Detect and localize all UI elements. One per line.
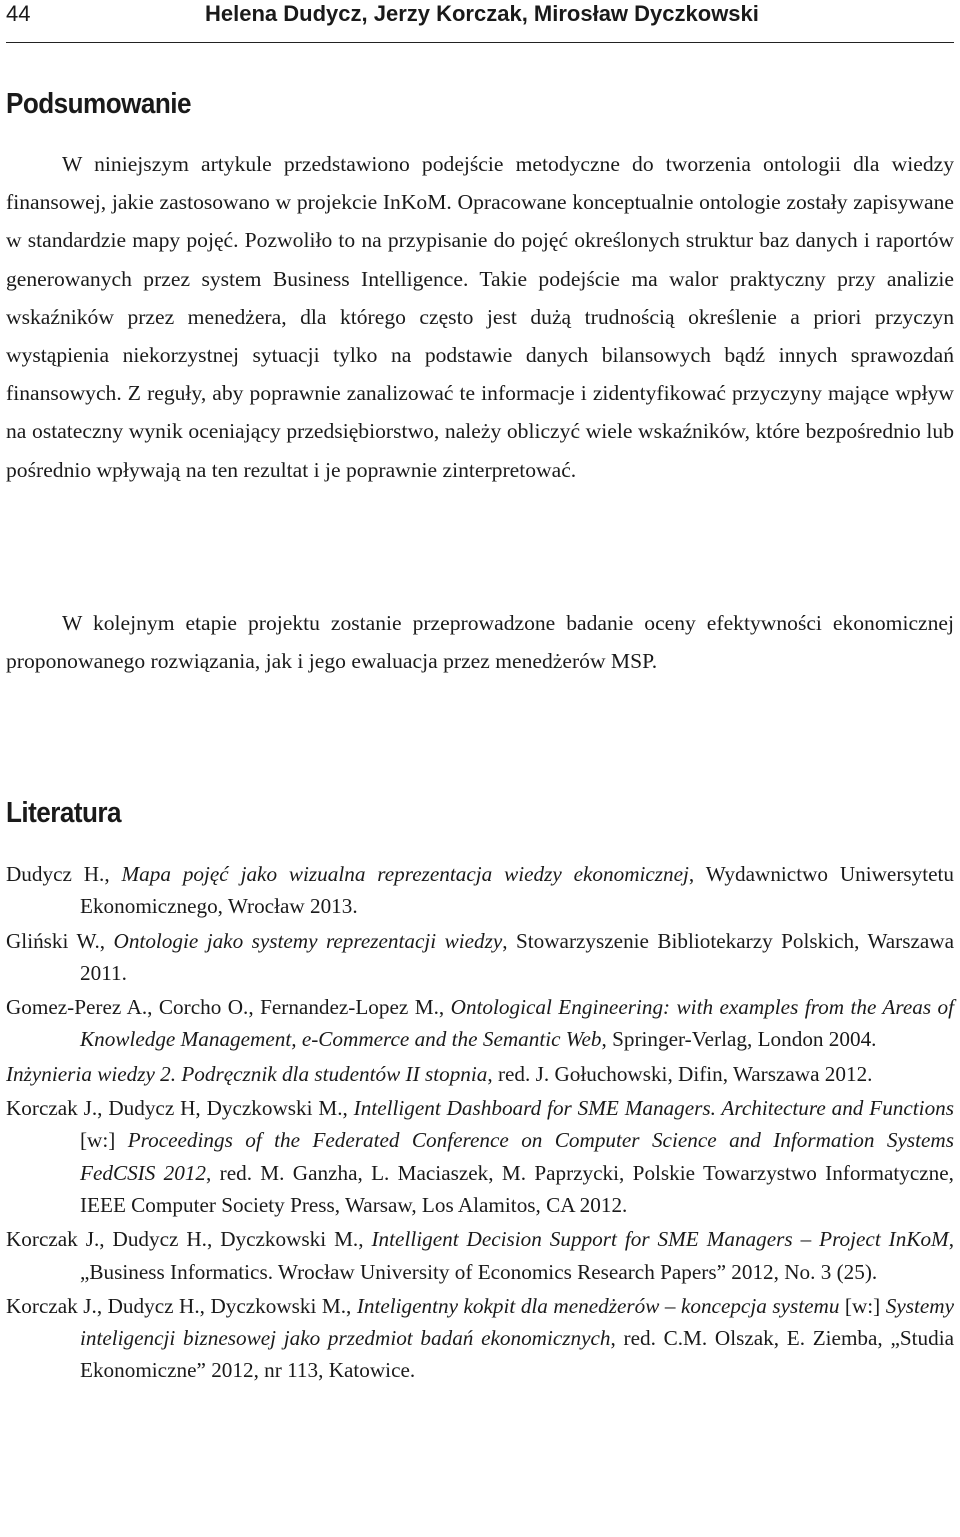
reference-item [6, 1058, 954, 1090]
reference-title: Intelligent Dashboard for SME Managers. Architecture and Functions [353, 1096, 955, 1121]
summary-paragraph: W kolejnym etapie projektu zostanie przeprowadzone badanie oceny efektywności ekonomicznej proponowanego rozwiązania, jak i jego ewaluacja przez menedżerów MSP. [6, 611, 954, 674]
reference-title: Ontologie jako systemy reprezentacji wiedzy [113, 928, 503, 953]
reference-item [6, 1223, 954, 1288]
reference-publication: , red. M. Ganzha, L. Maciaszek, M. Paprzycki, Polskie Towarzystwo Informatyczne, IEEE Computer Society Press, Warsaw, Los Alamitos, CA 2012. [80, 1160, 954, 1217]
section-heading-summary: Podsumowanie [6, 88, 191, 120]
reference-authors: Dudycz H., [6, 862, 110, 886]
reference-publication: , Wydawnictwo Uniwersytetu Ekonomicznego, Wrocław 2013. [80, 862, 954, 919]
reference-item [6, 991, 954, 1056]
reference-publication: , red. J. Gołuchowski, Difin, Warszawa 2012. [487, 1061, 873, 1086]
reference-title: Inteligentny kokpit dla menedżerów – koncepcja systemu [356, 1293, 840, 1318]
summary-paragraph: W niniejszym artykule przedstawiono podejście metodyczne do tworzenia ontologii dla wiedzy finansowej, jakie zastosowano w projekcie InKoM. Opracowane konceptualnie ontologie zostały zapisywane w standardzie mapy pojęć. Pozwoliło to na przypisanie do pojęć określonych struktur baz danych i raportów generowanych przez system Business Intelligence. Takie podejście ma walor praktyczny przy analizie wskaźników przez menedżera, dla którego często jest dużą trudnością określenie a priori przyczyn wystąpienia niekorzystnej sytuacji tylko na podstawie danych bilansowych bądź innych sprawozdań finansowych. Z reguły, aby poprawnie zanalizować te informacje i zidentyfikować przyczyny mające wpływ na ostateczny wynik oceniający przedsiębiorstwo, należy obliczyć wiele wskaźników, które bezpośrednio lub pośrednio wpływają na ten rezultat i je poprawnie zinterpretować. [6, 152, 954, 482]
reference-publication: , Stowarzyszenie Bibliotekarzy Polskich, Warszawa 2011. [80, 928, 954, 985]
reference-authors: Korczak J., Dudycz H., Dyczkowski M., [6, 1227, 364, 1252]
section-heading-literature: Literatura [6, 797, 121, 829]
reference-title: Intelligent Decision Support for SME Managers – Project InKoM [371, 1227, 949, 1252]
reference-publication: , „Business Informatics. Wrocław University of Economics Research Papers” 2012, No. 3 (25). [80, 1227, 954, 1284]
page-number: 44 [6, 1, 31, 26]
reference-publication: , red. C.M. Olszak, E. Ziemba, „Studia Ekonomiczne” 2012, nr 113, Katowice. [80, 1326, 954, 1383]
reference-in-marker: [w:] [80, 1128, 128, 1153]
reference-item [6, 925, 954, 990]
reference-item [6, 858, 954, 923]
reference-title: Mapa pojęć jako wizualna reprezentacja wiedzy ekonomicznej [121, 862, 689, 886]
reference-list [6, 858, 954, 1389]
reference-authors: Korczak J., Dudycz H, Dyczkowski M., [6, 1096, 348, 1121]
reference-container-title: Systemy inteligencji biznesowej jako przedmiot badań ekonomicznych [80, 1293, 954, 1351]
reference-item [6, 1290, 954, 1387]
reference-authors: Gliński W., [6, 928, 106, 953]
reference-authors: Korczak J., Dudycz H., Dyczkowski M., [6, 1293, 352, 1318]
reference-authors: Gomez-Perez A., Corcho O., Fernandez-Lopez M., [6, 995, 445, 1020]
running-header [6, 0, 954, 43]
reference-title: Inżynieria wiedzy 2. Podręcznik dla studentów II stopnia [6, 1061, 488, 1086]
reference-container-title: Proceedings of the Federated Conference on Computer Science and Information Systems FedCSIS 2012 [80, 1128, 954, 1185]
reference-in-marker: [w:] [839, 1293, 886, 1318]
reference-publication: , Springer-Verlag, London 2004. [601, 1027, 877, 1052]
running-title: Helena Dudycz, Jerzy Korczak, Mirosław Dyczkowski [205, 1, 759, 26]
reference-item [6, 1092, 954, 1221]
reference-title: Ontological Engineering: with examples from the Areas of Knowledge Management, e-Commerce and the Semantic Web [80, 995, 954, 1052]
